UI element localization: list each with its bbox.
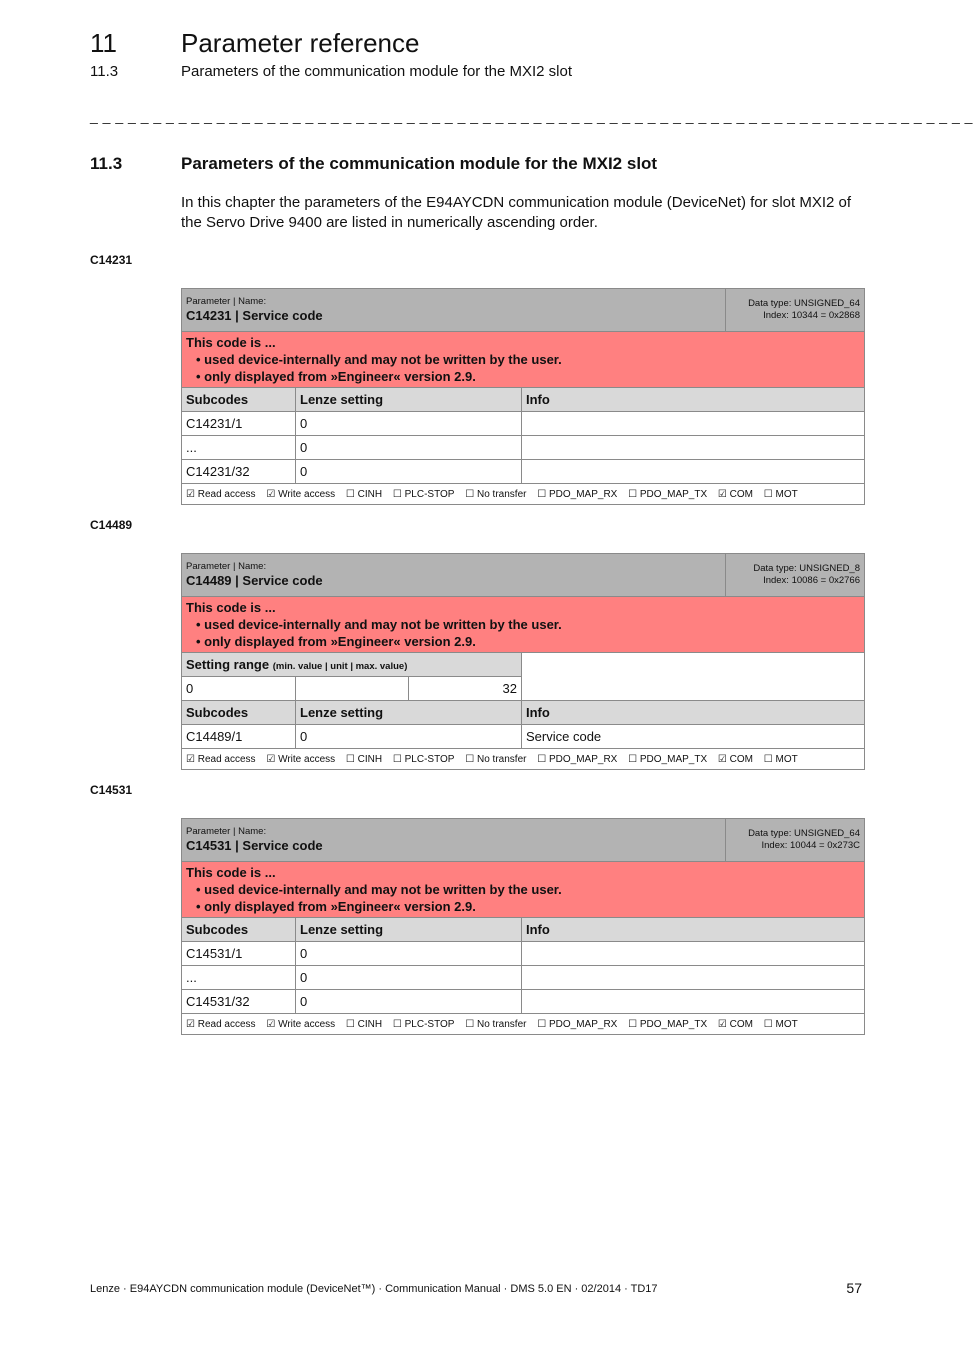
flag-read-access: ☑ Read access xyxy=(186,753,256,765)
info xyxy=(522,966,865,990)
col-subcodes: Subcodes xyxy=(182,701,296,725)
param-header xyxy=(182,289,726,332)
flag-cinh: ☐ CINH xyxy=(345,488,383,500)
notice-title: This code is ... xyxy=(186,335,276,350)
subcode: C14531/1 xyxy=(182,942,296,966)
data-index: Index: 10344 = 0x2868 xyxy=(763,310,860,321)
flag-mot: ☐ MOT xyxy=(763,488,798,500)
subcode: C14489/1 xyxy=(182,725,296,749)
table-row xyxy=(182,966,865,990)
flag-write-access: ☑ Write access xyxy=(266,753,336,765)
section-title: Parameters of the communication module for the MXI2 slot xyxy=(181,154,658,173)
setting-range-hint: (min. value | unit | max. value) xyxy=(272,661,408,672)
subcode: C14231/32 xyxy=(182,460,296,484)
section-intro: In this chapter the parameters of the E94AYCDN communication module (DeviceNet) for slot MXI2 of the Servo Drive 9400 are listed in numerically ascending order. xyxy=(181,194,852,231)
data-type: Data type: UNSIGNED_64 xyxy=(748,828,860,839)
access-flags xyxy=(182,749,865,770)
data-type: Data type: UNSIGNED_64 xyxy=(748,298,860,309)
chapter-number: 11 xyxy=(90,28,117,58)
setting-range-blank xyxy=(522,653,865,701)
param-name: C14531 | Service code xyxy=(186,838,323,853)
param-type-info xyxy=(726,819,865,862)
info xyxy=(522,460,865,484)
info xyxy=(522,942,865,966)
lenze-setting: 0 xyxy=(296,436,522,460)
setting-range-header xyxy=(182,653,522,677)
col-lenze-setting: Lenze setting xyxy=(296,701,522,725)
param-name-label: Parameter | Name: xyxy=(186,561,267,572)
col-info: Info xyxy=(522,388,865,412)
param-table-c14231 xyxy=(181,288,865,505)
notice-bullet: • only displayed from »Engineer« version 2.9. xyxy=(196,634,476,649)
col-subcodes: Subcodes xyxy=(182,388,296,412)
code-notice xyxy=(182,597,865,653)
subchapter-title: Parameters of the communication module for the MXI2 slot xyxy=(181,63,573,80)
param-label-c14231: C14231 xyxy=(90,253,133,267)
lenze-setting: 0 xyxy=(296,412,522,436)
param-table-c14531 xyxy=(181,818,865,1035)
flag-no-transfer: ☐ No transfer xyxy=(465,1018,527,1030)
data-index: Index: 10086 = 0x2766 xyxy=(763,575,860,586)
flag-read-access: ☑ Read access xyxy=(186,1018,256,1030)
flag-no-transfer: ☐ No transfer xyxy=(465,753,527,765)
data-index: Index: 10044 = 0x273C xyxy=(761,840,860,851)
flag-cinh: ☐ CINH xyxy=(345,753,383,765)
col-lenze-setting: Lenze setting xyxy=(296,918,522,942)
flag-read-access: ☑ Read access xyxy=(186,488,256,500)
param-header xyxy=(182,819,726,862)
param-type-info xyxy=(726,289,865,332)
param-name: C14489 | Service code xyxy=(186,573,323,588)
header-divider: _ _ _ _ _ _ _ _ _ _ _ _ _ _ _ _ _ _ _ _ _ _ _ _ _ _ _ _ _ _ _ _ _ _ _ _ _ _ _ _ _ _ _ _ _ _ _ _ _ _ _ _ _ _ _ _ _ _ _ _ _ _ _ _ _ _ _ _ _ _ xyxy=(90,108,973,124)
range-max: 32 xyxy=(409,677,522,701)
notice-bullet: • used device-internally and may not be written by the user. xyxy=(196,617,562,632)
col-subcodes: Subcodes xyxy=(182,918,296,942)
flag-write-access: ☑ Write access xyxy=(266,1018,336,1030)
range-min: 0 xyxy=(182,677,296,701)
lenze-setting: 0 xyxy=(296,460,522,484)
flag-mot: ☐ MOT xyxy=(763,1018,798,1030)
param-label-c14531: C14531 xyxy=(90,783,133,797)
notice-title: This code is ... xyxy=(186,865,276,880)
code-notice xyxy=(182,332,865,388)
notice-bullet: • only displayed from »Engineer« version 2.9. xyxy=(196,369,476,384)
table-row xyxy=(182,725,865,749)
table-row xyxy=(182,990,865,1014)
param-label-c14489: C14489 xyxy=(90,518,133,532)
flag-pdo-map-rx: ☐ PDO_MAP_RX xyxy=(537,488,618,500)
subcode: ... xyxy=(182,436,296,460)
flag-pdo-map-rx: ☐ PDO_MAP_RX xyxy=(537,753,618,765)
subcode: C14231/1 xyxy=(182,412,296,436)
table-row xyxy=(182,436,865,460)
col-info: Info xyxy=(522,918,865,942)
flag-pdo-map-tx: ☐ PDO_MAP_TX xyxy=(628,488,708,500)
subchapter-number: 11.3 xyxy=(90,63,119,80)
range-unit xyxy=(296,677,409,701)
param-name: C14231 | Service code xyxy=(186,308,323,323)
flag-cinh: ☐ CINH xyxy=(345,1018,383,1030)
notice-title: This code is ... xyxy=(186,600,276,615)
info xyxy=(522,412,865,436)
chapter-title: Parameter reference xyxy=(181,28,420,58)
flag-no-transfer: ☐ No transfer xyxy=(465,488,527,500)
flag-pdo-map-tx: ☐ PDO_MAP_TX xyxy=(628,1018,708,1030)
lenze-setting: 0 xyxy=(296,990,522,1014)
access-flags xyxy=(182,484,865,505)
table-row xyxy=(182,460,865,484)
section-number: 11.3 xyxy=(90,154,123,173)
page-number: 57 xyxy=(846,1280,862,1296)
flag-pdo-map-rx: ☐ PDO_MAP_RX xyxy=(537,1018,618,1030)
page-footer: Lenze · E94AYCDN communication module (DeviceNet™) · Communication Manual · DMS 5.0 EN · 02/2014 · TD17 xyxy=(90,1283,658,1295)
info xyxy=(522,436,865,460)
notice-bullet: • used device-internally and may not be written by the user. xyxy=(196,882,562,897)
data-type: Data type: UNSIGNED_8 xyxy=(753,563,860,574)
lenze-setting: 0 xyxy=(296,725,522,749)
param-name-label: Parameter | Name: xyxy=(186,296,267,307)
flag-com: ☑ COM xyxy=(717,1018,753,1030)
col-info: Info xyxy=(522,701,865,725)
lenze-setting: 0 xyxy=(296,942,522,966)
param-table-c14489 xyxy=(181,553,865,770)
info xyxy=(522,990,865,1014)
flag-plc-stop: ☐ PLC-STOP xyxy=(392,488,455,500)
notice-bullet: • only displayed from »Engineer« version 2.9. xyxy=(196,899,476,914)
subcode: C14531/32 xyxy=(182,990,296,1014)
flag-com: ☑ COM xyxy=(717,753,753,765)
access-flags xyxy=(182,1014,865,1035)
table-row xyxy=(182,942,865,966)
flag-plc-stop: ☐ PLC-STOP xyxy=(392,753,455,765)
flag-pdo-map-tx: ☐ PDO_MAP_TX xyxy=(628,753,708,765)
code-notice xyxy=(182,862,865,918)
table-row xyxy=(182,412,865,436)
col-lenze-setting: Lenze setting xyxy=(296,388,522,412)
flag-mot: ☐ MOT xyxy=(763,753,798,765)
notice-bullet: • used device-internally and may not be written by the user. xyxy=(196,352,562,367)
flag-plc-stop: ☐ PLC-STOP xyxy=(392,1018,455,1030)
subcode: ... xyxy=(182,966,296,990)
param-header xyxy=(182,554,726,597)
lenze-setting: 0 xyxy=(296,966,522,990)
flag-com: ☑ COM xyxy=(717,488,753,500)
info: Service code xyxy=(522,725,865,749)
setting-range-label: Setting range xyxy=(186,657,270,672)
param-type-info xyxy=(726,554,865,597)
flag-write-access: ☑ Write access xyxy=(266,488,336,500)
param-name-label: Parameter | Name: xyxy=(186,826,267,837)
